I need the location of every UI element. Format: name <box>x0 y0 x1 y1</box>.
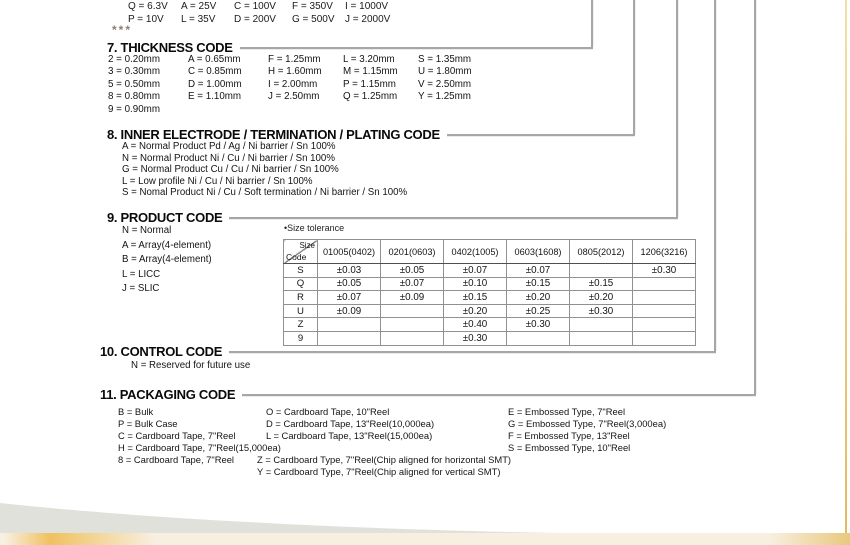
tolerance-cell: ±0.25 <box>507 304 570 318</box>
tolerance-cell: ±0.15 <box>570 277 633 291</box>
section-7-header <box>107 40 593 55</box>
packaging-item: E = Embossed Type, 7"Reel <box>508 406 626 417</box>
tolerance-cell: ±0.30 <box>444 331 507 345</box>
tolerance-cell: ±0.10 <box>444 277 507 291</box>
thickness-item: P = 1.15mm <box>343 78 396 90</box>
tolerance-cell: ±0.07 <box>507 264 570 278</box>
tolerance-cell: ±0.30 <box>633 264 696 278</box>
voltage-code-row-2 <box>128 14 398 26</box>
voltage-code-item: L = 35V <box>181 14 216 25</box>
thickness-item: U = 1.80mm <box>418 66 472 78</box>
section-10-title: 10. CONTROL CODE <box>100 344 223 359</box>
product-item: A = Array(4-element) <box>122 239 212 251</box>
product-item: N = Normal <box>122 225 172 236</box>
connector-line-7 <box>591 0 593 47</box>
row-code: Z <box>284 318 318 332</box>
packaging-item: Z = Cardboard Type, 7"Reel(Chip aligned for horizontal SMT) <box>257 454 512 465</box>
voltage-code-item: G = 500V <box>292 14 335 25</box>
thickness-item: E = 1.10mm <box>188 91 242 103</box>
size-tolerance-table <box>283 239 696 346</box>
electrode-item: G = Normal Product Cu / Cu / Ni barrier / Sn 100% <box>122 164 339 176</box>
tolerance-cell: ±0.07 <box>318 291 381 305</box>
voltage-code-item: P = 10V <box>128 14 164 25</box>
section-10-rule <box>229 351 716 353</box>
connector-line-8 <box>633 0 635 134</box>
tolerance-cell <box>633 277 696 291</box>
thickness-col-2 <box>188 54 268 116</box>
tolerance-cell: ±0.20 <box>507 291 570 305</box>
tolerance-cell: ±0.30 <box>570 304 633 318</box>
thickness-item: I = 2.00mm <box>268 78 318 90</box>
thickness-item: 8 = 0.80mm <box>108 91 161 103</box>
tolerance-cell: ±0.09 <box>318 304 381 318</box>
thickness-item: 9 = 0.90mm <box>108 103 161 115</box>
packaging-item: G = Embossed Type, 7"Reel(3,000ea) <box>508 418 667 429</box>
tolerance-cell: ±0.15 <box>507 277 570 291</box>
section-7-title: 7. THICKNESS CODE <box>107 40 233 55</box>
tolerance-cell: ±0.07 <box>444 264 507 278</box>
footer-orange-glow-left <box>5 533 155 545</box>
row-code: U <box>284 304 318 318</box>
thickness-col-4 <box>343 54 418 116</box>
table-row <box>284 277 696 291</box>
section-8-title: 8. INNER ELECTRODE / TERMINATION / PLATING CODE <box>107 127 440 142</box>
tolerance-cell: ±0.30 <box>507 318 570 332</box>
voltage-code-row-1 <box>128 1 398 13</box>
thickness-col-5 <box>418 54 488 116</box>
packaging-item: Y = Cardboard Type, 7"Reel(Chip aligned for vertical SMT) <box>257 466 501 477</box>
thickness-col-1 <box>108 54 188 116</box>
footnote-stars: *** <box>112 23 133 37</box>
tolerance-cell <box>633 318 696 332</box>
product-item: J = SLIC <box>122 283 160 295</box>
product-item: B = Array(4-element) <box>122 254 212 266</box>
packaging-item: C = Cardboard Tape, 7"Reel <box>118 430 236 441</box>
table-col-header: 0402(1005) <box>444 240 507 264</box>
tolerance-cell <box>633 304 696 318</box>
voltage-code-item: C = 100V <box>234 1 276 12</box>
size-tolerance-caption: •Size tolerance <box>284 223 345 233</box>
footer-gray-wedge <box>0 503 560 533</box>
corner-size-label: Size <box>299 241 315 250</box>
footer-decoration <box>0 500 850 545</box>
section-11-title: 11. PACKAGING CODE <box>100 387 236 402</box>
product-code-list <box>122 224 212 297</box>
thickness-item: A = 0.65mm <box>188 54 241 65</box>
section-8-rule <box>447 134 635 136</box>
electrode-item: S = Nomal Product Ni / Cu / Soft termination / Ni barrier / Sn 100% <box>122 187 408 199</box>
thickness-code-list <box>108 54 488 116</box>
table-header-row <box>284 240 696 264</box>
connector-line-9 <box>676 0 678 217</box>
table-corner-cell <box>284 240 318 264</box>
voltage-code-item: F = 350V <box>292 1 333 12</box>
table-row <box>284 318 696 332</box>
packaging-item: L = Cardboard Tape, 13"Reel(15,000ea) <box>266 430 433 441</box>
control-item: N = Reserved for future use <box>131 360 251 371</box>
packaging-col-3 <box>508 406 666 454</box>
voltage-code-item: I = 1000V <box>345 1 389 12</box>
thickness-item: H = 1.60mm <box>268 66 322 78</box>
connector-line-11 <box>754 0 756 394</box>
section-7-rule <box>240 47 593 49</box>
packaging-col-2 <box>266 406 434 442</box>
section-11-rule <box>242 394 756 396</box>
thickness-item: C = 0.85mm <box>188 66 242 78</box>
voltage-code-item: Q = 6.3V <box>128 1 168 12</box>
voltage-code-item: A = 25V <box>181 1 217 12</box>
section-9-rule <box>229 217 678 219</box>
tolerance-cell <box>570 318 633 332</box>
thickness-item: V = 2.50mm <box>418 78 472 90</box>
tolerance-cell: ±0.05 <box>318 277 381 291</box>
product-item: L = LICC <box>122 268 161 280</box>
packaging-item: D = Cardboard Tape, 13"Reel(10,000ea) <box>266 418 435 429</box>
thickness-item: Y = 1.25mm <box>418 91 471 103</box>
packaging-item: F = Embossed Type, 13"Reel <box>508 430 630 441</box>
corner-code-label: Code <box>286 252 307 262</box>
row-code: R <box>284 291 318 305</box>
tolerance-cell: ±0.03 <box>318 264 381 278</box>
packaging-extra-rows <box>257 454 511 478</box>
tolerance-cell <box>318 318 381 332</box>
section-8-header <box>107 127 635 142</box>
tolerance-cell: ±0.07 <box>381 277 444 291</box>
tolerance-cell: ±0.40 <box>444 318 507 332</box>
section-9-title: 9. PRODUCT CODE <box>107 210 223 225</box>
table-row <box>284 264 696 278</box>
thickness-item: S = 1.35mm <box>418 54 472 65</box>
tolerance-cell <box>570 264 633 278</box>
table-col-header: 0201(0603) <box>381 240 444 264</box>
thickness-item: F = 1.25mm <box>268 54 321 65</box>
thickness-item: Q = 1.25mm <box>343 91 398 103</box>
connector-line-10 <box>714 0 716 351</box>
table-row <box>284 304 696 318</box>
packaging-item: O = Cardboard Tape, 10"Reel <box>266 406 390 417</box>
thickness-col-3 <box>268 54 343 116</box>
voltage-code-item: J = 2000V <box>345 14 391 25</box>
tolerance-cell: ±0.15 <box>444 291 507 305</box>
row-code: S <box>284 264 318 278</box>
thickness-item: D = 1.00mm <box>188 78 242 90</box>
page-right-border <box>845 0 847 534</box>
table-col-header: 0603(1608) <box>507 240 570 264</box>
tolerance-cell <box>381 304 444 318</box>
tolerance-cell: ±0.20 <box>570 291 633 305</box>
table-row <box>284 291 696 305</box>
electrode-code-list <box>122 141 407 199</box>
packaging-item: 8 = Cardboard Tape, 7"Reel <box>118 454 234 465</box>
packaging-item: P = Bulk Case <box>118 418 178 429</box>
row-code: 9 <box>284 331 318 345</box>
electrode-item: N = Normal Product Ni / Cu / Ni barrier / Sn 100% <box>122 152 335 164</box>
section-10-header <box>100 344 716 359</box>
voltage-code-item: D = 200V <box>234 14 276 25</box>
thickness-item: L = 3.20mm <box>343 54 395 65</box>
tolerance-cell: ±0.05 <box>381 264 444 278</box>
table-col-header: 0805(2012) <box>570 240 633 264</box>
thickness-item: 5 = 0.50mm <box>108 78 161 90</box>
table-col-header: 1206(3216) <box>633 240 696 264</box>
tolerance-cell <box>633 291 696 305</box>
control-code-list <box>131 360 250 372</box>
packaging-item: H = Cardboard Tape, 7"Reel(15,000ea) <box>118 442 281 453</box>
thickness-item: M = 1.15mm <box>343 66 398 78</box>
packaging-item: S = Embossed Type, 10"Reel <box>508 442 631 453</box>
packaging-item: B = Bulk <box>118 406 154 417</box>
tolerance-cell <box>381 318 444 332</box>
electrode-item: L = Low profile Ni / Cu / Ni barrier / Sn 100% <box>122 175 313 187</box>
section-11-header <box>100 387 756 402</box>
tolerance-cell: ±0.20 <box>444 304 507 318</box>
section-9-header <box>107 210 678 225</box>
table-col-header: 01005(0402) <box>318 240 381 264</box>
thickness-item: 3 = 0.30mm <box>108 66 161 78</box>
footer-orange-glow-right <box>770 533 850 545</box>
tolerance-cell: ±0.09 <box>381 291 444 305</box>
electrode-item: A = Normal Product Pd / Ag / Ni barrier / Sn 100% <box>122 141 336 152</box>
thickness-item: J = 2.50mm <box>268 91 320 103</box>
row-code: Q <box>284 277 318 291</box>
thickness-item: 2 = 0.20mm <box>108 54 161 65</box>
